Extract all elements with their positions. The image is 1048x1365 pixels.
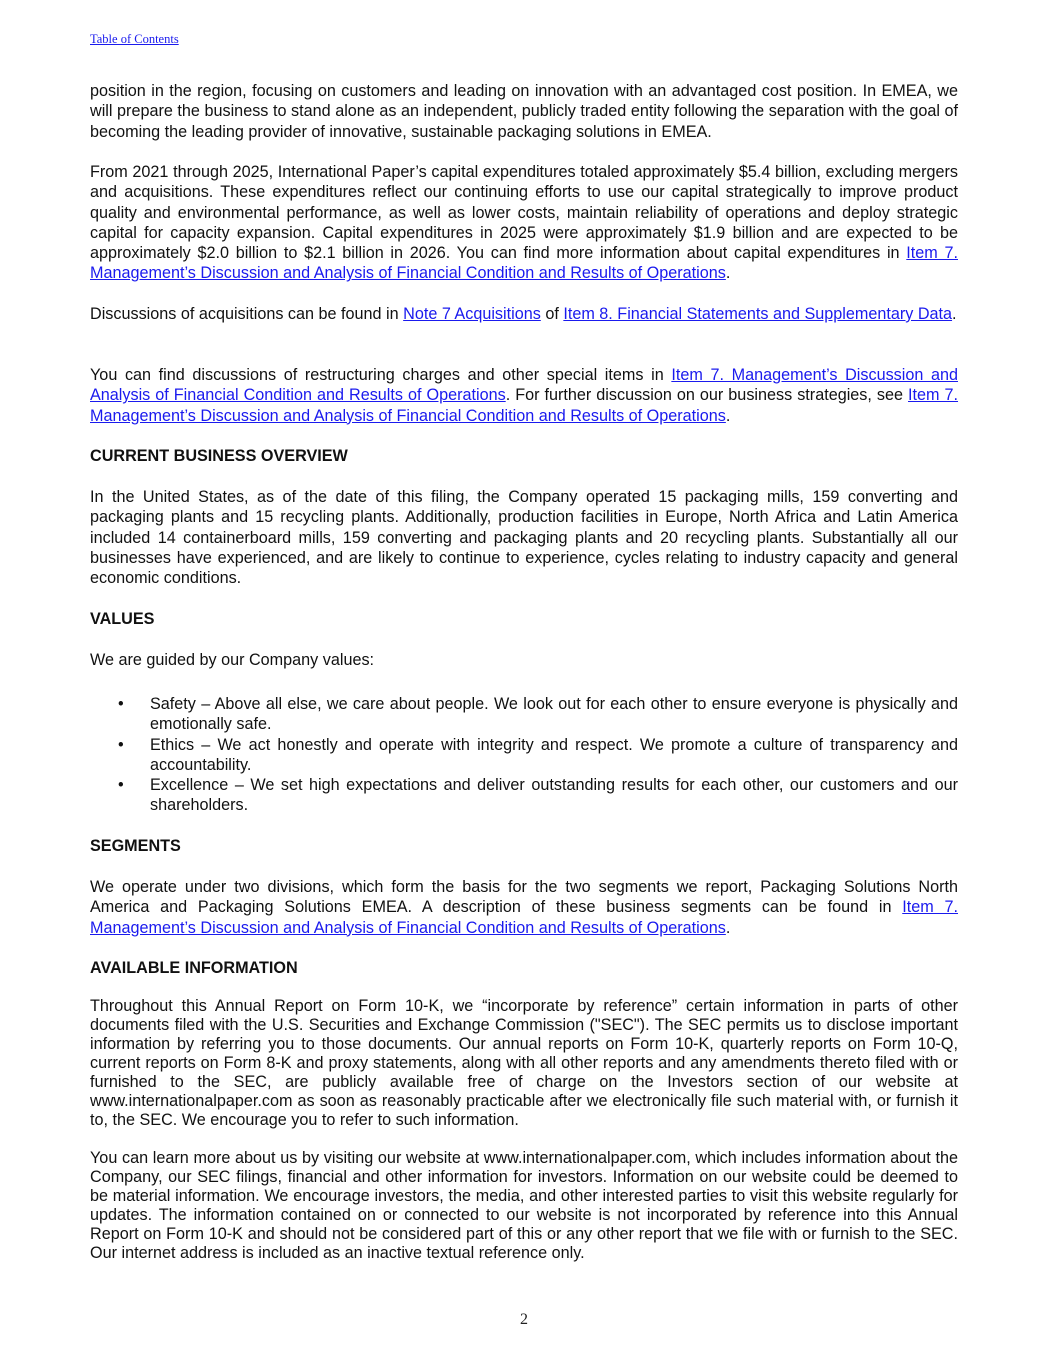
note-7-acquisitions-link[interactable]: Note 7 Acquisitions bbox=[403, 305, 541, 323]
item-7-mdna-link[interactable]: Item 7. Management’s Discussion and Analysis of Financial Condition and Results of Operations bbox=[90, 244, 958, 283]
period: . bbox=[952, 305, 957, 323]
period: . bbox=[725, 406, 731, 425]
item-7-mdna-link[interactable]: Item 7. Management’s Discussion and Analysis of Financial Condition and Results of Operations bbox=[90, 898, 958, 937]
acquisitions-text: Discussions of acquisitions can be found in bbox=[90, 305, 404, 323]
value-text: Ethics – We act honestly and operate with integrity and respect. We promote a culture of transparency and accountability. bbox=[150, 735, 958, 774]
intro-paragraph: position in the region, focusing on customers and leading on innovation with an advantaged cost position. In EMEA, we will prepare the business to stand alone as an independent, publicly traded entity following the separation with the goal of becoming the leading provider of innovative, sustainable packaging solutions in EMEA. bbox=[90, 82, 958, 141]
table-of-contents-link[interactable]: Table of Contents bbox=[90, 32, 179, 46]
value-text: Excellence – We set high expectations and deliver outstanding results for each other, our customers and our shareholders. bbox=[150, 776, 958, 815]
restructuring-text-mid: . For further discussion on our business strategies, see bbox=[505, 386, 909, 405]
segments-text: We operate under two divisions, which form the basis for the two segments we report, Packaging Solutions North America and Packaging Solutions EMEA. A description of these business segments can be found in bbox=[90, 878, 958, 917]
bullet-icon: • bbox=[118, 735, 124, 754]
values-intro: We are guided by our Company values: bbox=[90, 651, 375, 669]
values-list bbox=[90, 694, 958, 816]
period: . bbox=[725, 918, 731, 937]
period: . bbox=[725, 264, 731, 283]
item-8-financial-statements-link[interactable]: Item 8. Financial Statements and Supplementary Data bbox=[563, 305, 953, 323]
item-7-mdna-link[interactable]: Item 7. Management’s Discussion and Analysis of Financial Condition and Results of Operations bbox=[90, 366, 958, 405]
segments-paragraph bbox=[90, 877, 958, 938]
page-number: 2 bbox=[520, 1311, 528, 1328]
current-business-paragraph: In the United States, as of the date of this filing, the Company operated 15 packaging mills, 159 converting and packaging plants and 15 recycling plants. Additionally, production facilities in Europe, North Africa and Latin America included 14 containerboard mills, 159 converting and packaging plants and 20 recycling plants. Substantially all our businesses have experienced, and are likely to continue to experience, cycles relating to industry capacity and general economic conditions. bbox=[90, 488, 958, 588]
current-business-overview-heading: CURRENT BUSINESS OVERVIEW bbox=[90, 447, 348, 465]
available-information-paragraph-1: Throughout this Annual Report on Form 10-K, we “incorporate by reference” certain information in parts of other documents filed with the U.S. Securities and Exchange Commission ("SEC"). The SEC permits us to disclose important information by referring you to those documents. Our annual reports on Form 10-K, quarterly reports on Form 10-Q, current reports on Form 8-K and proxy statements, along with all other reports and any amendments thereto filed with or furnished to the SEC, are publicly available free of charge on the Investors section of our website at www.internationalpaper.com as soon as reasonably practicable after we electronically file such material with, or furnish it to, the SEC. We encourage you to refer to such information. bbox=[90, 997, 958, 1129]
value-text: Safety – Above all else, we care about people. We look out for each other to ensure everyone is physically and emotionally safe. bbox=[150, 695, 958, 734]
bullet-icon: • bbox=[118, 776, 124, 795]
restructuring-paragraph bbox=[90, 365, 958, 426]
segments-heading: SEGMENTS bbox=[90, 837, 181, 855]
values-list-item-safety bbox=[90, 694, 958, 735]
values-heading: VALUES bbox=[90, 610, 155, 628]
acquisitions-text-mid: of bbox=[540, 305, 564, 323]
available-information-heading: AVAILABLE INFORMATION bbox=[90, 959, 298, 977]
bullet-icon: • bbox=[118, 695, 124, 713]
restructuring-text: You can find discussions of restructuring charges and other special items in bbox=[90, 366, 672, 384]
values-list-item-excellence bbox=[90, 775, 958, 816]
capex-paragraph bbox=[90, 162, 958, 284]
acquisitions-paragraph bbox=[90, 304, 958, 324]
values-list-item-ethics bbox=[90, 735, 958, 776]
item-7-mdna-link[interactable]: Item 7. Management’s Discussion and Analysis of Financial Condition and Results of Operations bbox=[90, 386, 959, 425]
available-information-paragraph-2: You can learn more about us by visiting our website at www.internationalpaper.com, which includes information about the Company, our SEC filings, financial and other information for investors. Information on our website could be deemed to be material information. We encourage investors, the media, and other interested parties to visit this website regularly for updates. The information contained on or connected to our website is not incorporated by reference into this Annual Report on Form 10-K and should not be considered part of this or any other report that we file with or furnish to the SEC. Our internet address is included as an inactive textual reference only. bbox=[90, 1149, 958, 1262]
capex-text: From 2021 through 2025, International Paper’s capital expenditures totaled approximately $5.4 billion, excluding mergers and acquisitions. These expenditures reflect our continuing efforts to use our capital strategically to improve product quality and environmental performance, as well as lower costs, maintain reliability of operations and deploy strategic capital for capacity expansion. Capital expenditures in 2025 were approximately $1.9 billion and are expected to be approximately $2.0 billion to $2.1 billion in 2026. You can find more information about capital expenditures in bbox=[90, 163, 958, 263]
